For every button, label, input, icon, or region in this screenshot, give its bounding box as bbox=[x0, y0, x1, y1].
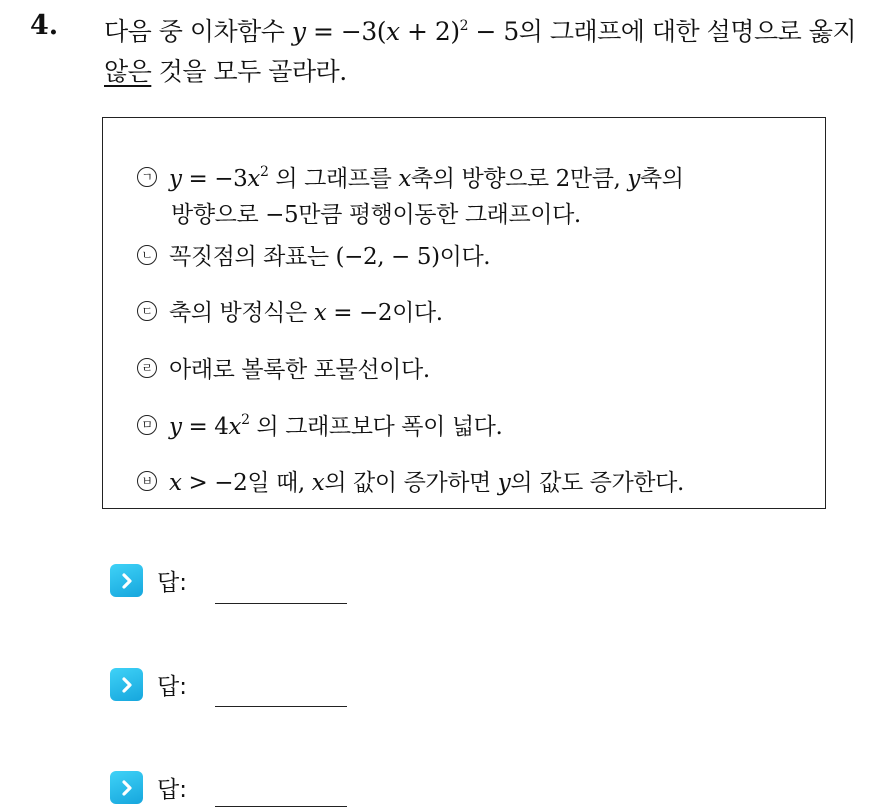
choice-marker: ㄱ bbox=[137, 167, 157, 187]
choice-marker: ㄷ bbox=[137, 301, 157, 321]
choice-6: ㅂ x > −2일 때, x의 값이 증가하면 y의 값도 증가한다. bbox=[137, 464, 684, 497]
answer-blank-2[interactable] bbox=[215, 706, 347, 707]
answer-blank-3[interactable] bbox=[215, 806, 347, 807]
chevron-right-icon bbox=[110, 564, 143, 597]
question-text-line2: 않은 것을 모두 골라라. bbox=[104, 57, 347, 86]
choices-box bbox=[102, 117, 826, 509]
chevron-right-icon bbox=[110, 668, 143, 701]
question-text-line1: 다음 중 이차함수 $y = -3(x + 2)^2 - 5$의 그래프에 대한 설명으로 옳지 bbox=[104, 17, 857, 46]
choice-marker: ㄹ bbox=[137, 358, 157, 378]
choice-5: ㅁ $y = 4x^2$ 의 그래프보다 폭이 넓다. bbox=[137, 408, 502, 441]
choice-1-line2: 방향으로 −5만큼 평행이동한 그래프이다. bbox=[171, 202, 581, 228]
answer-row-1 bbox=[110, 564, 187, 597]
answer-label: 답: bbox=[157, 674, 187, 700]
answer-row-2 bbox=[110, 668, 187, 701]
choice-marker: ㅂ bbox=[137, 471, 157, 491]
choice-marker: ㅁ bbox=[137, 415, 157, 435]
question-number: 4. bbox=[30, 10, 59, 41]
choice-1: ㄱ $y = -3x^2$ 의 그래프를 x축의 방향으로 2만큼, y축의 bbox=[137, 160, 684, 193]
choice-4: ㄹ 아래로 볼록한 포물선이다. bbox=[137, 351, 430, 384]
answer-blank-1[interactable] bbox=[215, 603, 347, 604]
underlined-word: 않은 bbox=[104, 57, 152, 86]
answer-row-3 bbox=[110, 771, 187, 804]
choice-3: ㄷ 축의 방정식은 x = −2이다. bbox=[137, 294, 443, 327]
chevron-right-icon bbox=[110, 771, 143, 804]
choice-marker: ㄴ bbox=[137, 245, 157, 265]
answer-label: 답: bbox=[157, 570, 187, 596]
answer-label: 답: bbox=[157, 777, 187, 803]
choice-2: ㄴ 꼭짓점의 좌표는 (−2, − 5)이다. bbox=[137, 238, 490, 271]
